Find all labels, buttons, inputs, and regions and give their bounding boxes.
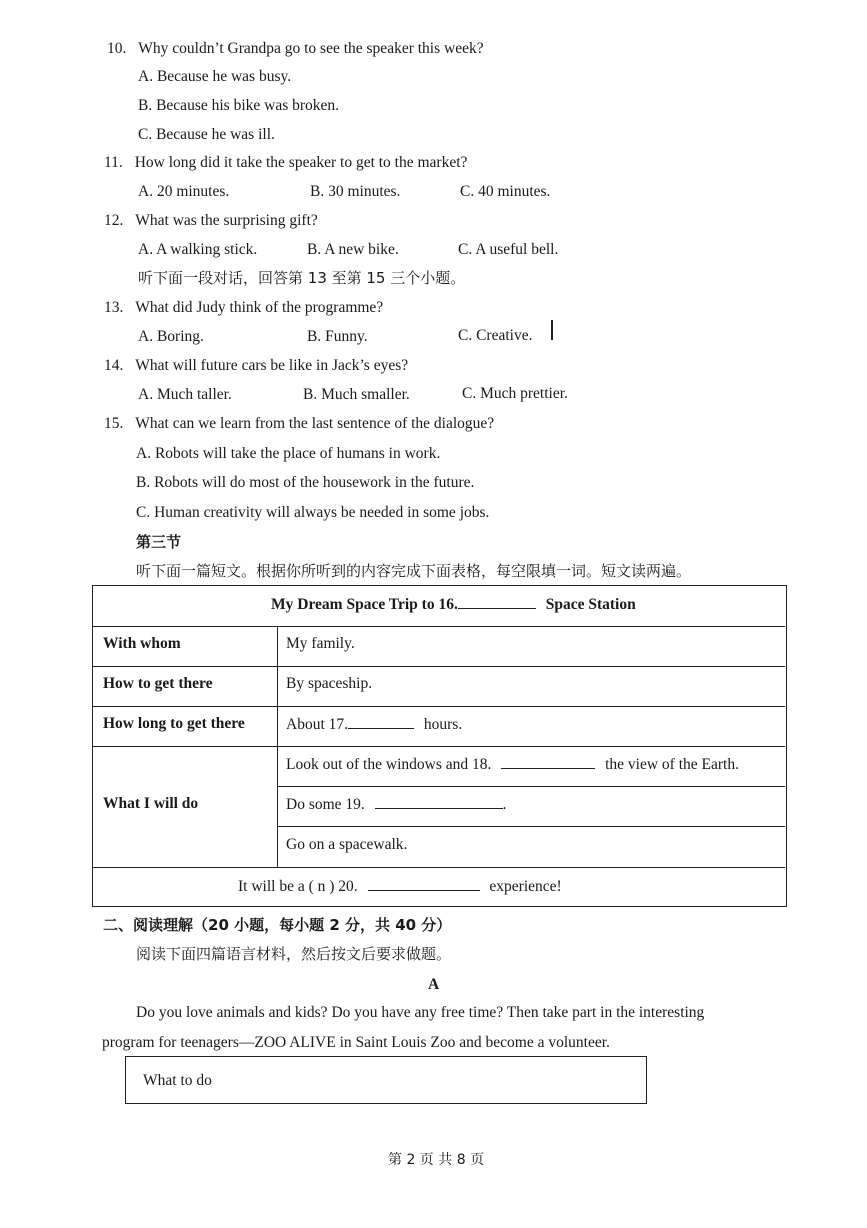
row-value: By spaceship. — [286, 675, 373, 692]
question-text: What did Judy think of the programme? — [135, 299, 384, 316]
blank-20[interactable] — [368, 876, 480, 891]
passage-label: A — [428, 976, 440, 993]
option-c: C. Human creativity will always be needed in some jobs. — [136, 504, 490, 521]
question-text: What was the surprising gift? — [135, 212, 318, 229]
question-number: 15. — [104, 415, 124, 432]
option-a: A. Because he was busy. — [138, 68, 292, 85]
option-c: C. A useful bell. — [458, 241, 559, 258]
pen-mark — [551, 320, 553, 340]
blank-17[interactable] — [348, 714, 414, 729]
page-footer: 第 2 页 共 8 页 — [388, 1152, 485, 1168]
question-text: How long did it take the speaker to get to the market? — [134, 154, 468, 171]
section-instruction: 听下面一篇短文。根据你所听到的内容完成下面表格，每空限填一词。短文读两遍。 — [136, 562, 692, 580]
question-text: What will future cars be like in Jack’s eyes? — [135, 357, 409, 374]
option-a: A. Robots will take the place of humans in work. — [136, 445, 441, 462]
question-13 — [104, 298, 383, 318]
option-a: A. Boring. — [138, 328, 204, 345]
option-c: C. Creative. — [458, 327, 533, 344]
option-a: A. A walking stick. — [138, 241, 258, 258]
question-10 — [107, 39, 484, 59]
question-number: 13. — [104, 299, 124, 316]
option-b: B. Because his bike was broken. — [138, 97, 340, 114]
option-b: B. Much smaller. — [303, 386, 410, 403]
option-b: B. Robots will do most of the housework in the future. — [136, 474, 475, 491]
option-c: C. Because he was ill. — [138, 126, 275, 143]
question-12 — [104, 211, 318, 231]
option-c: C. Much prettier. — [462, 385, 568, 402]
activity-item: Look out of the windows and 18. the view of the Earth. — [286, 756, 739, 773]
option-a: A. 20 minutes. — [138, 183, 230, 200]
paragraph-line: program for teenagers—ZOO ALIVE in Saint Louis Zoo and become a volunteer. — [102, 1034, 610, 1051]
row-label: How to get there — [103, 675, 213, 692]
part2-heading: 二、阅读理解（20 小题，每小题 2 分，共 40 分） — [103, 916, 452, 934]
question-text: Why couldn’t Grandpa go to see the speaker this week? — [138, 40, 484, 57]
instruction-13-15: 听下面一段对话，回答第 13 至第 15 三个小题。 — [138, 269, 466, 287]
question-number: 14. — [104, 357, 124, 374]
row-value: My family. — [286, 635, 355, 652]
what-to-do-box — [125, 1056, 647, 1104]
box-label: What to do — [143, 1072, 212, 1089]
row-label: How long to get there — [103, 715, 245, 732]
activity-item: Do some 19. . — [286, 796, 507, 813]
activity-item: Go on a spacewalk. — [286, 836, 408, 853]
blank-18[interactable] — [501, 754, 595, 769]
row-label: What I will do — [103, 795, 199, 812]
part2-instruction: 阅读下面四篇语言材料，然后按文后要求做题。 — [136, 945, 452, 963]
question-number: 12. — [104, 212, 124, 229]
option-b: B. Funny. — [307, 328, 368, 345]
table-title: My Dream Space Trip to 16. Space Station — [271, 596, 636, 613]
question-15 — [104, 414, 494, 434]
table-footer: It will be a ( n ) 20. experience! — [238, 878, 562, 895]
blank-16[interactable] — [458, 594, 536, 609]
question-text: What can we learn from the last sentence of the dialogue? — [135, 415, 495, 432]
row-label: With whom — [103, 635, 181, 652]
option-b: B. 30 minutes. — [310, 183, 401, 200]
question-14 — [104, 356, 408, 376]
option-c: C. 40 minutes. — [460, 183, 551, 200]
row-value: About 17. hours. — [286, 716, 463, 733]
blank-19[interactable] — [375, 794, 503, 809]
section-title: 第三节 — [136, 533, 182, 551]
question-11 — [104, 153, 467, 173]
question-number: 10. — [107, 40, 127, 57]
option-a: A. Much taller. — [138, 386, 232, 403]
space-trip-table — [92, 585, 787, 907]
paragraph-line: Do you love animals and kids? Do you have any free time? Then take part in the interesting — [136, 1004, 705, 1021]
question-number: 11. — [104, 154, 123, 171]
option-b: B. A new bike. — [307, 241, 399, 258]
